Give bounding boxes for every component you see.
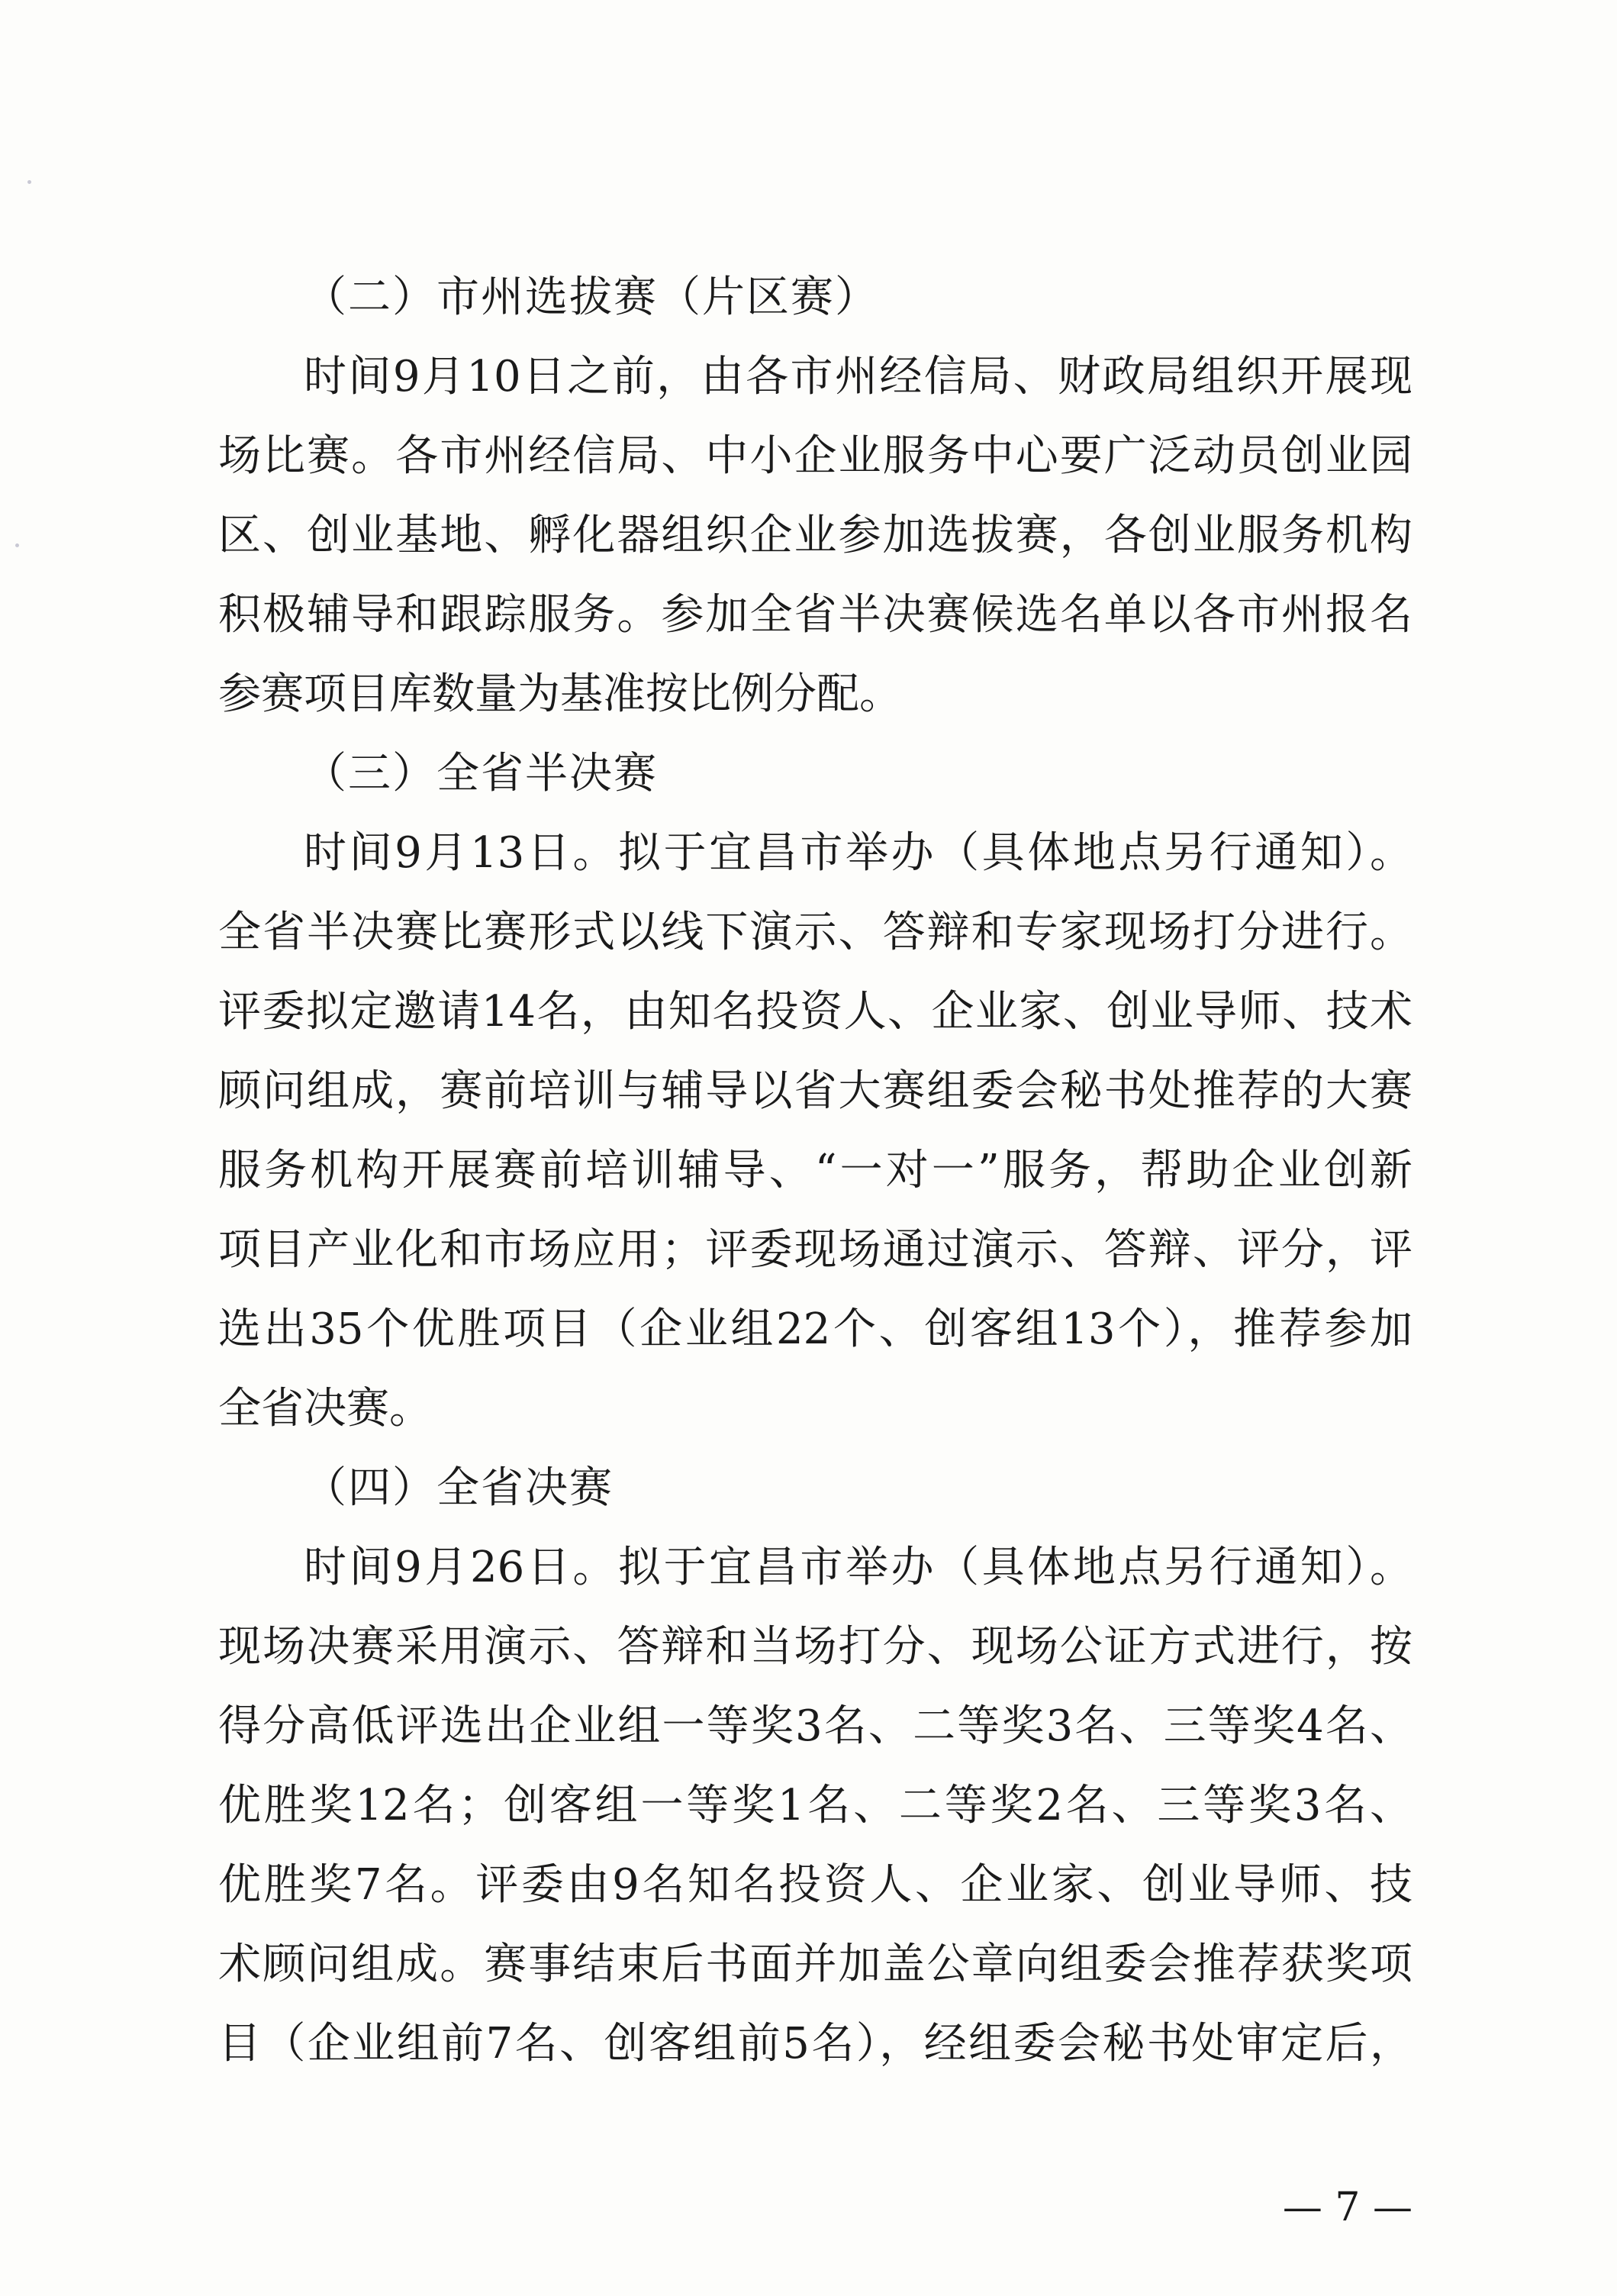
scan-speck xyxy=(15,543,19,547)
paragraph-line: 场比赛。各市州经信局、中小企业服务中心要广泛动员创业园 xyxy=(218,431,1412,481)
section-heading-semifinal: （三）全省半决赛 xyxy=(304,749,658,798)
scan-speck xyxy=(27,180,31,184)
paragraph-line: 得分高低评选出企业组一等奖3名、二等奖3名、三等奖4名、 xyxy=(218,1701,1412,1751)
paragraph-line: 时间9月10日之前，由各市州经信局、财政局组织开展现 xyxy=(304,352,1412,401)
document-body xyxy=(218,258,1412,2084)
paragraph-line: 参赛项目库数量为基准按比例分配。 xyxy=(218,669,902,719)
paragraph-line: 服务机构开展赛前培训辅导、“一对一”服务，帮助企业创新 xyxy=(218,1146,1412,1195)
paragraph-line: 积极辅导和跟踪服务。参加全省半决赛候选名单以各市州报名 xyxy=(218,590,1412,640)
paragraph-line: 优胜奖7名。评委由9名知名投资人、企业家、创业导师、技 xyxy=(218,1860,1412,1910)
paragraph-line: 现场决赛采用演示、答辩和当场打分、现场公证方式进行，按 xyxy=(218,1622,1412,1672)
section-heading-city-selection: （二）市州选拔赛（片区赛） xyxy=(304,272,879,322)
paragraph-line: 选出35个优胜项目（企业组22个、创客组13个），推荐参加 xyxy=(218,1304,1412,1354)
paragraph-line: 顾问组成，赛前培训与辅导以省大赛组委会秘书处推荐的大赛 xyxy=(218,1066,1412,1116)
paragraph-line: 评委拟定邀请14名，由知名投资人、企业家、创业导师、技术 xyxy=(218,987,1412,1037)
paragraph-line: 全省半决赛比赛形式以线下演示、答辩和专家现场打分进行。 xyxy=(218,908,1412,957)
paragraph-line: 术顾问组成。赛事结束后书面并加盖公章向组委会推荐获奖项 xyxy=(218,1940,1412,1989)
paragraph-line: 项目产业化和市场应用；评委现场通过演示、答辩、评分，评 xyxy=(218,1225,1412,1275)
paragraph-line: 优胜奖12名；创客组一等奖1名、二等奖2名、三等奖3名、 xyxy=(218,1781,1412,1830)
paragraph-line: 区、创业基地、孵化器组织企业参加选拔赛，各创业服务机构 xyxy=(218,511,1412,560)
paragraph-line: 全省决赛。 xyxy=(218,1384,432,1433)
paragraph-line: 时间9月26日。拟于宜昌市举办（具体地点另行通知）。 xyxy=(304,1543,1412,1592)
page-number: — 7 — xyxy=(1282,2185,1412,2230)
paragraph-line: 时间9月13日。拟于宜昌市举办（具体地点另行通知）。 xyxy=(304,828,1412,878)
paragraph-line: 目（企业组前7名、创客组前5名），经组委会秘书处审定后， xyxy=(218,2019,1412,2069)
section-heading-final: （四）全省决赛 xyxy=(304,1463,614,1513)
